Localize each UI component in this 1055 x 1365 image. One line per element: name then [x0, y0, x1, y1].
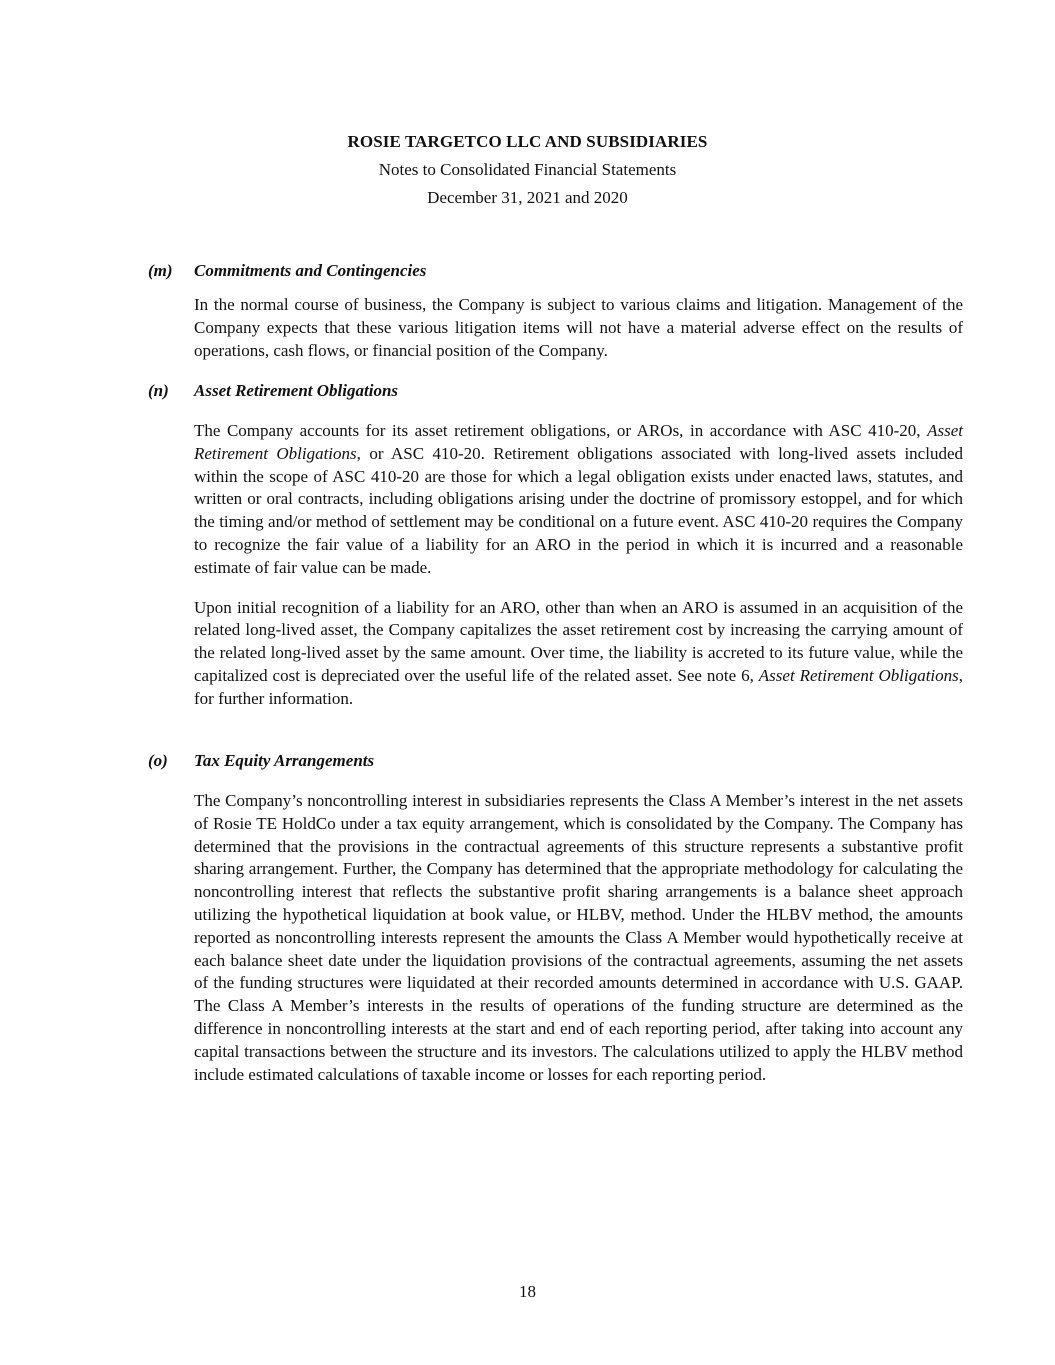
section-title: Tax Equity Arrangements	[194, 751, 375, 770]
italic-reference: Asset Retirement Obligations	[758, 665, 959, 685]
section-asset-retirement-obligations	[148, 380, 963, 711]
page-number: 18	[519, 1282, 536, 1301]
paragraph-text: The Company accounts for its asset retirement obligations, or AROs, in accordance with ASC 410-20,	[194, 421, 928, 440]
section-letter: (n)	[148, 381, 169, 400]
paragraph-text: The Company’s noncontrolling interest in subsidiaries represents the Class A Member’s interest in the net assets of Rosie TE HoldCo under a tax equity arrangement, which is consolidated by the Company. The Company has determined that the provisions in the contractual agreements of this structure represents a substantive profit sharing arrangement. Further, the Company has determined that the appropriate methodology for calculating the noncontrolling interest that reflects the substantive profit sharing arrangements is a balance sheet approach utilizing the hypothetical liquidation at book value, or HLBV, method. Under the HLBV method, the amounts reported as noncontrolling interests represent the amounts the Class A Member would hypothetically receive at each balance sheet date under the liquidation provisions of the contractual agreements, assuming the net assets of the funding structures were liquidated at their recorded amounts determined in accordance with U.S. GAAP. The Class A Member’s interests in the results of operations of the funding structure are determined as the difference in noncontrolling interests at the start and end of each reporting period, after taking into account any capital transactions between the structure and its investors. The calculations utilized to apply the HLBV method include estimated calculations of taxable income or losses for each reporting period.	[194, 791, 963, 1084]
paragraph	[194, 790, 963, 1086]
paragraph-text: Upon initial recognition of a liability for an ARO, other than when an ARO is assumed in an acquisition of the related long-lived asset, the Company capitalizes the asset retirement cost by increasing the carrying amount of the related long-lived asset by the same amount. Over time, the liability is accreted to its future value, while the capitalized cost is depreciated over the useful life of the related asset. See note 6,	[194, 597, 963, 685]
section-commitments-and-contingencies	[148, 260, 963, 362]
paragraph-text: , or ASC 410-20. Retirement obligations associated with long-lived assets included within the scope of ASC 410-20 are those for which a legal obligation exists under enacted laws, statutes, and written or oral contracts, including obligations arising under the doctrine of promissory estoppel, and for which the timing and/or method of settlement may be conditional on a future event. ASC 410-20 requires the Company to recognize the fair value of a liability for an ARO in the period in which it is incurred and a reasonable estimate of fair value can be made.	[194, 443, 963, 577]
section-heading	[148, 380, 963, 402]
section-title: Asset Retirement Obligations	[194, 381, 399, 400]
paragraph-text: , for further information.	[194, 665, 964, 708]
section-heading	[148, 260, 963, 282]
italic-reference: Asset Retirement Obligations	[194, 421, 963, 463]
document-date: December 31, 2021 and 2020	[427, 188, 628, 207]
paragraph-text: In the normal course of business, the Company is subject to various claims and litigation. Management of the Company expects that these various litigation items will not have a material adverse effect on the results of operations, cash flows, or financial position of the Company.	[194, 295, 963, 360]
section-letter: (m)	[148, 261, 173, 280]
company-name: ROSIE TARGETCO LLC AND SUBSIDIARIES	[347, 132, 708, 151]
section-title: Commitments and Contingencies	[194, 261, 427, 280]
paragraph	[194, 294, 963, 362]
document-header	[0, 131, 1055, 209]
section-letter: (o)	[148, 751, 168, 770]
document-subtitle: Notes to Consolidated Financial Statements	[378, 160, 677, 179]
paragraph	[194, 420, 963, 580]
paragraph	[194, 597, 963, 711]
section-tax-equity-arrangements	[148, 750, 963, 1086]
section-heading	[148, 750, 963, 772]
